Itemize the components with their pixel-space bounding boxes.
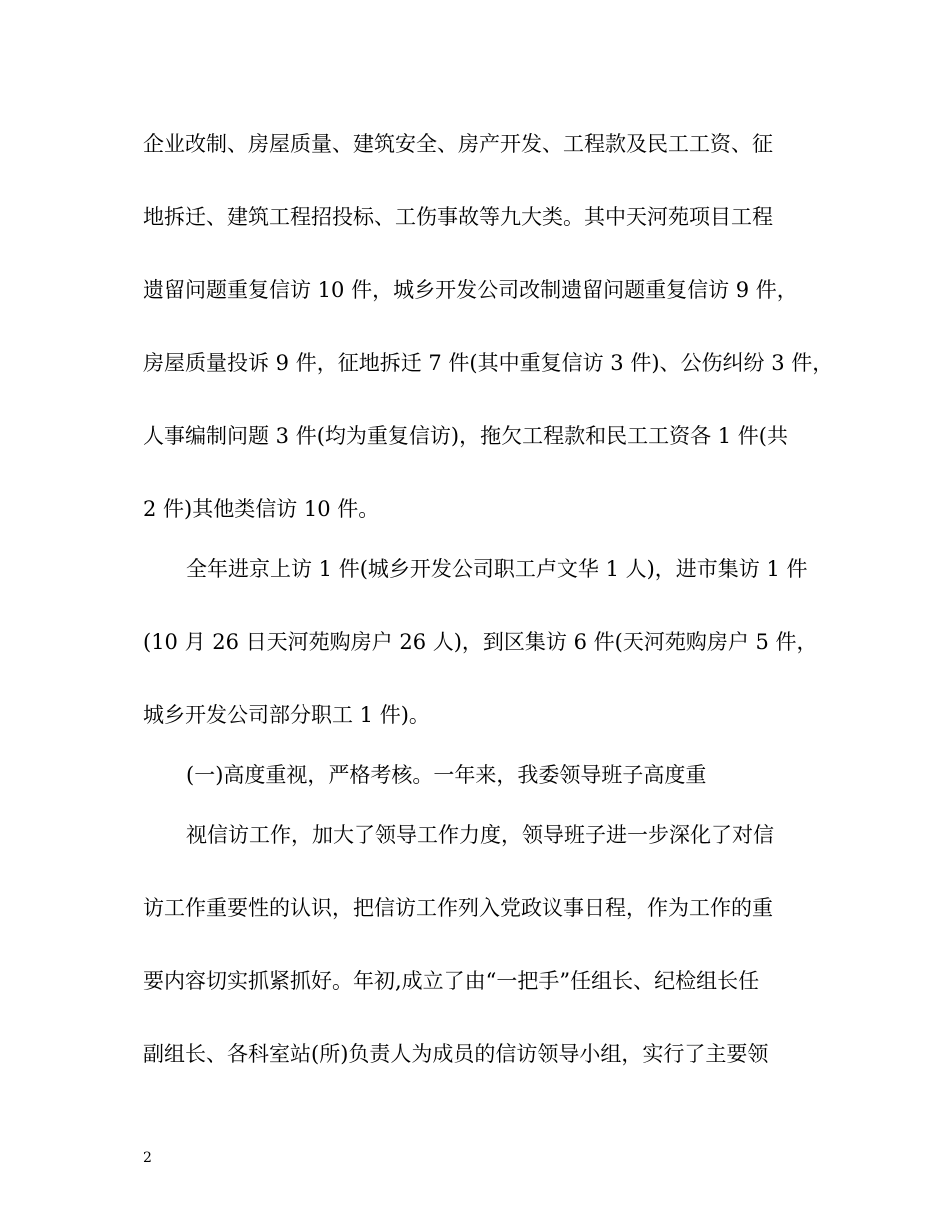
page-number: 2: [143, 1150, 152, 1166]
paragraph-line-12: 访工作重要性的认识，把信访工作列入党政议事日程，作为工作的重: [143, 896, 773, 920]
paragraph-line-14: 副组长、各科室站(所)负责人为成员的信访领导小组，实行了主要领: [143, 1042, 769, 1066]
paragraph-line-13: 要内容切实抓紧抓好。年初,成立了由“一把手”任组长、纪检组长任: [143, 969, 760, 993]
paragraph-line-4: 房屋质量投诉 9 件，征地拆迁 7 件(其中重复信访 3 件)、公伤纠纷 3 件，: [143, 351, 834, 375]
paragraph-line-6: 2 件)其他类信访 10 件。: [143, 497, 380, 521]
paragraph-line-1: 企业改制、房屋质量、建筑安全、房产开发、工程款及民工工资、征: [143, 132, 773, 156]
paragraph-line-9: 城乡开发公司部分职工 1 件)。: [143, 703, 430, 727]
section-heading-line: (一)高度重视，严格考核。一年来，我委领导班子高度重: [186, 763, 707, 787]
paragraph-line-7: 全年进京上访 1 件(城乡开发公司职工卢文华 1 人)，进市集访 1 件: [186, 557, 808, 581]
paragraph-line-8: (10 月 26 日天河苑购房户 26 人)，到区集访 6 件(天河苑购房户 5 件，: [143, 630, 818, 654]
paragraph-line-5: 人事编制问题 3 件(均为重复信访)，拖欠工程款和民工工资各 1 件(共: [143, 424, 788, 448]
paragraph-line-3: 遗留问题重复信访 10 件，城乡开发公司改制遗留问题重复信访 9 件，: [143, 278, 798, 302]
paragraph-line-2: 地拆迁、建筑工程招投标、工伤事故等九大类。其中天河苑项目工程: [143, 205, 773, 229]
paragraph-line-11: 视信访工作，加大了领导工作力度，领导班子进一步深化了对信: [186, 823, 774, 847]
